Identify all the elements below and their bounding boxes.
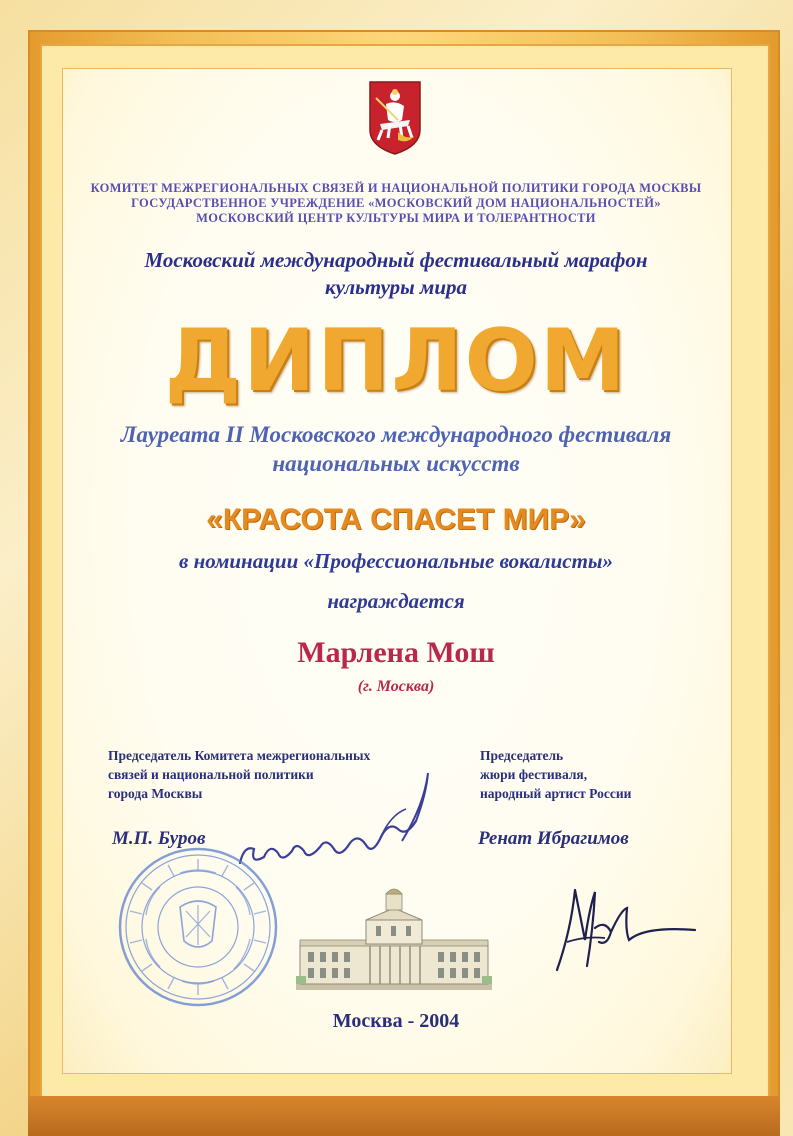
official-seal-icon (116, 845, 280, 1009)
left-signatory-name: М.П. Буров (112, 828, 206, 849)
festival-line-2: культуры мира (324, 275, 468, 299)
diploma-title: ДИПЛОМ (164, 311, 628, 411)
left-title-line-1: Председатель Комитета межрегиональных (108, 748, 371, 763)
left-title-line-3: города Москвы (108, 786, 203, 801)
left-title-line-2: связей и национальной политики (108, 767, 314, 782)
right-title-line-3: народный артист России (480, 786, 632, 801)
laureate-line-2: национальных искусств (272, 451, 520, 476)
right-title-line-2: жюри фестиваля, (480, 767, 588, 782)
org-line-3: МОСКОВСКИЙ ЦЕНТР КУЛЬТУРЫ МИРА И ТОЛЕРАНТНОСТИ (196, 211, 596, 225)
moscow-coat-of-arms-icon (368, 80, 422, 156)
building-illustration-icon (296, 886, 492, 990)
laureate-line-1: Лауреата II Московского международного фестиваля (120, 422, 672, 447)
awarded-text: награждается (327, 589, 465, 613)
nomination-text: в номинации «Профессиональные вокалисты» (179, 549, 613, 573)
right-title-line-1: Председатель (480, 748, 564, 763)
festival-motto: «КРАСОТА СПАСЕТ МИР» (206, 503, 586, 536)
right-signature-icon (545, 880, 705, 980)
right-signatory-name: Ренат Ибрагимов (478, 828, 629, 849)
recipient-city: (г. Москва) (357, 678, 435, 695)
right-signatory-title (480, 746, 631, 803)
bottom-band (28, 1096, 780, 1136)
place-and-year: Москва - 2004 (332, 1010, 460, 1032)
recipient-name: Марлена Мош (297, 636, 495, 669)
org-line-1: КОМИТЕТ МЕЖРЕГИОНАЛЬНЫХ СВЯЗЕЙ И НАЦИОНАЛЬНОЙ ПОЛИТИКИ ГОРОДА МОСКВЫ (90, 181, 702, 195)
festival-line-1: Московский международный фестивальный марафон (144, 248, 648, 272)
org-line-2: ГОСУДАРСТВЕННОЕ УЧРЕЖДЕНИЕ «МОСКОВСКИЙ ДОМ НАЦИОНАЛЬНОСТЕЙ» (131, 196, 661, 210)
